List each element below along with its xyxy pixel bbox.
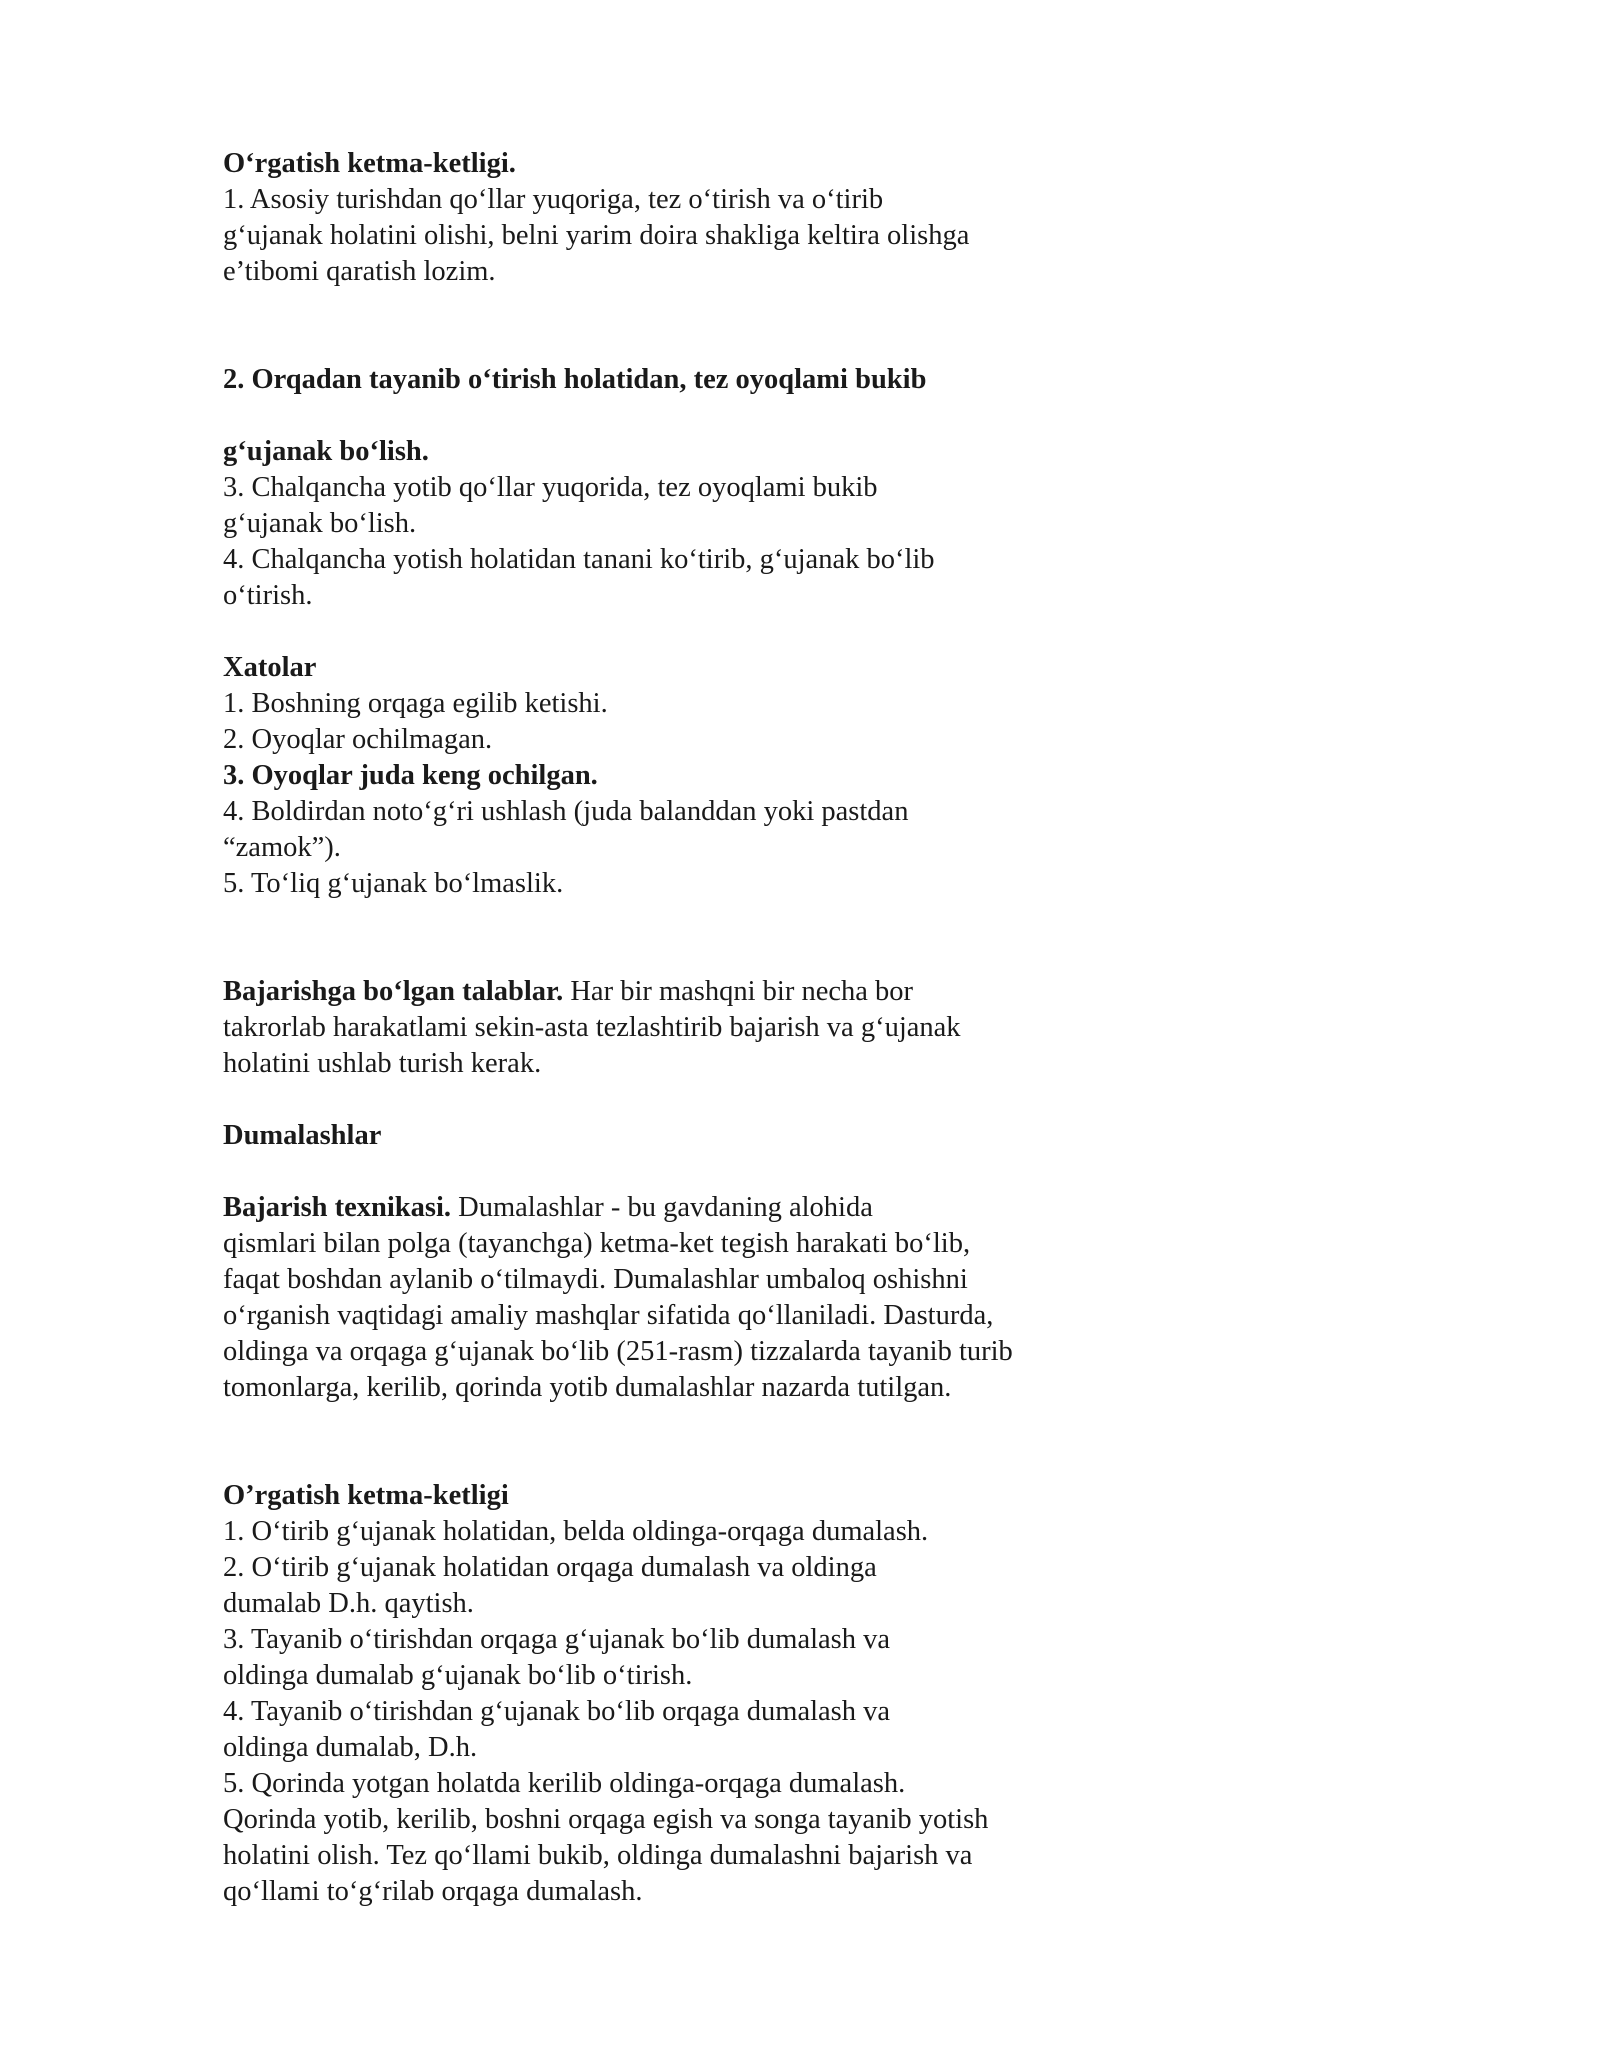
paragraph-line: 5. Qorinda yotgan holatda kerilib oldinga-orqaga dumalash. — [223, 1768, 906, 1799]
bold-step-line: 2. Orqadan tayanib o‘tirish holatidan, tez oyoqlami bukib — [223, 364, 927, 395]
paragraph-line: faqat boshdan aylanib o‘tilmaydi. Dumalashlar umbaloq oshishni — [223, 1264, 968, 1295]
paragraph-line: 3. Chalqancha yotib qo‘llar yuqorida, tez oyoqlami bukib — [223, 472, 878, 503]
paragraph-line: holatini olish. Tez qo‘llami bukib, oldinga dumalashni bajarish va — [223, 1840, 973, 1871]
error-item: 1. Boshning orqaga egilib ketishi. — [223, 688, 608, 719]
document-page — [223, 146, 1223, 1910]
paragraph-line: 4. Tayanib o‘tirishdan g‘ujanak bo‘lib orqaga dumalash va — [223, 1696, 891, 1727]
paragraph-line: oldinga dumalab, D.h. — [223, 1732, 478, 1763]
paragraph-line: o‘tirish. — [223, 580, 313, 611]
paragraph-line: 4. Chalqancha yotish holatidan tanani ko‘tirib, g‘ujanak bo‘lib — [223, 544, 935, 575]
paragraph-line: tomonlarga, kerilib, qorinda yotib dumalashlar nazarda tutilgan. — [223, 1372, 952, 1403]
error-item-continuation: “zamok”). — [223, 832, 341, 863]
paragraph-line: o‘rganish vaqtidagi amaliy mashqlar sifatida qo‘llaniladi. Dasturda, — [223, 1300, 994, 1331]
requirements-label: Bajarishga bo‘lgan talablar. — [223, 976, 564, 1007]
paragraph-line: qo‘llami to‘g‘rilab orqaga dumalash. — [223, 1876, 643, 1907]
error-item: 5. To‘liq g‘ujanak bo‘lmaslik. — [223, 868, 564, 899]
technique-text: Dumalashlar - bu gavdaning alohida — [451, 1192, 873, 1223]
paragraph-line: 1. Asosiy turishdan qo‘llar yuqoriga, tez o‘tirish va o‘tirib — [223, 184, 884, 215]
error-item-bold: 3. Oyoqlar juda keng ochilgan. — [223, 760, 598, 791]
rolls-heading: Dumalashlar — [223, 1120, 382, 1151]
paragraph-line: 1. O‘tirib g‘ujanak holatidan, belda oldinga-orqaga dumalash. — [223, 1516, 929, 1547]
paragraph-line: dumalab D.h. qaytish. — [223, 1588, 474, 1619]
spacer — [223, 398, 1223, 434]
paragraph-line: takrorlab harakatlami sekin-asta tezlashtirib bajarish va g‘ujanak — [223, 1012, 961, 1043]
error-item: 4. Boldirdan noto‘g‘ri ushlash (juda balanddan yoki pastdan — [223, 796, 909, 827]
spacer — [223, 902, 1223, 974]
technique-label: Bajarish texnikasi. — [223, 1192, 452, 1223]
technique-paragraph-line — [223, 1190, 1223, 1226]
paragraph-line: Qorinda yotib, kerilib, boshni orqaga egish va songa tayanib yotish — [223, 1804, 989, 1835]
paragraph-line: 3. Tayanib o‘tirishdan orqaga g‘ujanak bo‘lib dumalash va — [223, 1624, 891, 1655]
paragraph-line: g‘ujanak bo‘lish. — [223, 508, 417, 539]
requirements-text: Har bir mashqni bir necha bor — [563, 976, 914, 1007]
spacer — [223, 614, 1223, 650]
paragraph-line: g‘ujanak holatini olishi, belni yarim doira shakliga keltira olishga — [223, 220, 970, 251]
section-heading: O‘rgatish ketma-ketligi. — [223, 148, 516, 179]
spacer — [223, 1082, 1223, 1118]
paragraph-line: qismlari bilan polga (tayanchga) ketma-ket tegish harakati bo‘lib, — [223, 1228, 971, 1259]
requirements-paragraph-line — [223, 974, 1223, 1010]
paragraph-line: 2. O‘tirib g‘ujanak holatidan orqaga dumalash va oldinga — [223, 1552, 877, 1583]
spacer — [223, 1154, 1223, 1190]
spacer — [223, 1406, 1223, 1478]
paragraph-line: oldinga dumalab g‘ujanak bo‘lib o‘tirish. — [223, 1660, 693, 1691]
paragraph-line: oldinga va orqaga g‘ujanak bo‘lib (251-rasm) tizzalarda tayanib turib — [223, 1336, 1013, 1367]
spacer — [223, 290, 1223, 362]
error-item: 2. Oyoqlar ochilmagan. — [223, 724, 493, 755]
paragraph-line: e’tibomi qaratish lozim. — [223, 256, 496, 287]
paragraph-line: holatini ushlab turish kerak. — [223, 1048, 542, 1079]
bold-step-line: g‘ujanak bo‘lish. — [223, 436, 429, 467]
section-heading: O’rgatish ketma-ketligi — [223, 1480, 509, 1511]
errors-heading: Xatolar — [223, 652, 317, 683]
